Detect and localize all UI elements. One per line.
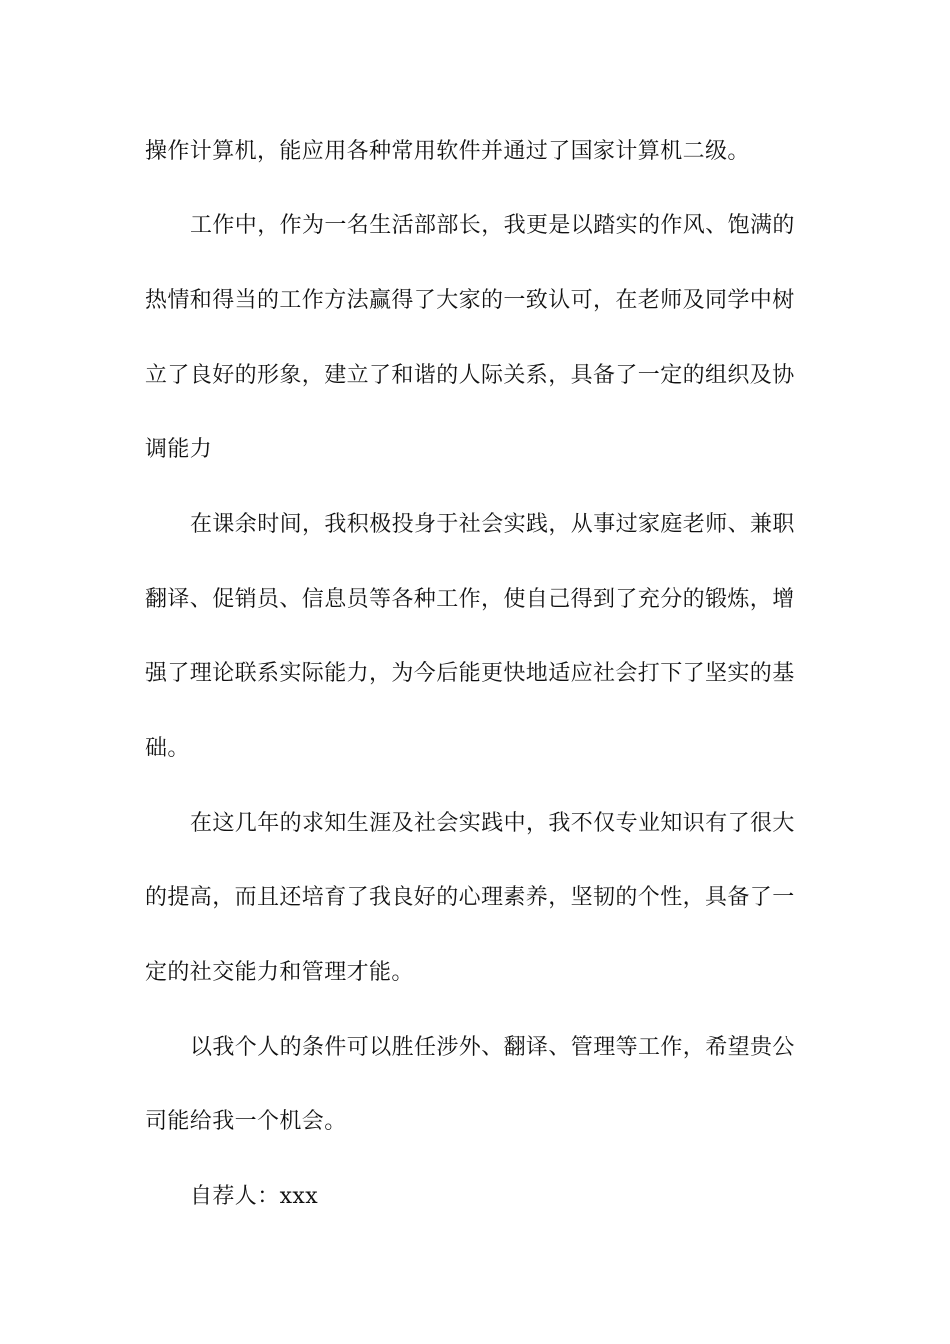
- paragraph-start-line: 工作中，作为一名生活部部长，我更是以踏实的作风、饱满的: [190, 213, 795, 238]
- text-line: 操作计算机，能应用各种常用软件并通过了国家计算机二级。: [145, 139, 750, 164]
- text-line: 强了理论联系实际能力，为今后能更快地适应社会打下了坚实的基: [145, 661, 795, 686]
- text-line: 调能力: [145, 437, 213, 462]
- text-line: 的提高，而且还培育了我良好的心理素养，坚韧的个性，具备了一: [145, 885, 795, 910]
- text-line: 立了良好的形象，建立了和谐的人际关系，具备了一定的组织及协: [145, 363, 795, 388]
- paragraph-start-line: 在课余时间，我积极投身于社会实践，从事过家庭老师、兼职: [190, 512, 795, 537]
- paragraph-start-line: 在这几年的求知生涯及社会实践中，我不仅专业知识有了很大: [190, 811, 795, 836]
- text-line: 础。: [145, 736, 190, 761]
- text-line: 定的社交能力和管理才能。: [145, 960, 414, 985]
- signature-line: 自荐人：xxx: [190, 1184, 319, 1209]
- text-line: 翻译、促销员、信息员等各种工作，使自己得到了充分的锻炼，增: [145, 587, 795, 612]
- text-line: 热情和得当的工作方法赢得了大家的一致认可，在老师及同学中树: [145, 288, 795, 313]
- text-line: 司能给我一个机会。: [145, 1109, 347, 1134]
- paragraph-start-line: 以我个人的条件可以胜任涉外、翻译、管理等工作，希望贵公: [190, 1035, 795, 1060]
